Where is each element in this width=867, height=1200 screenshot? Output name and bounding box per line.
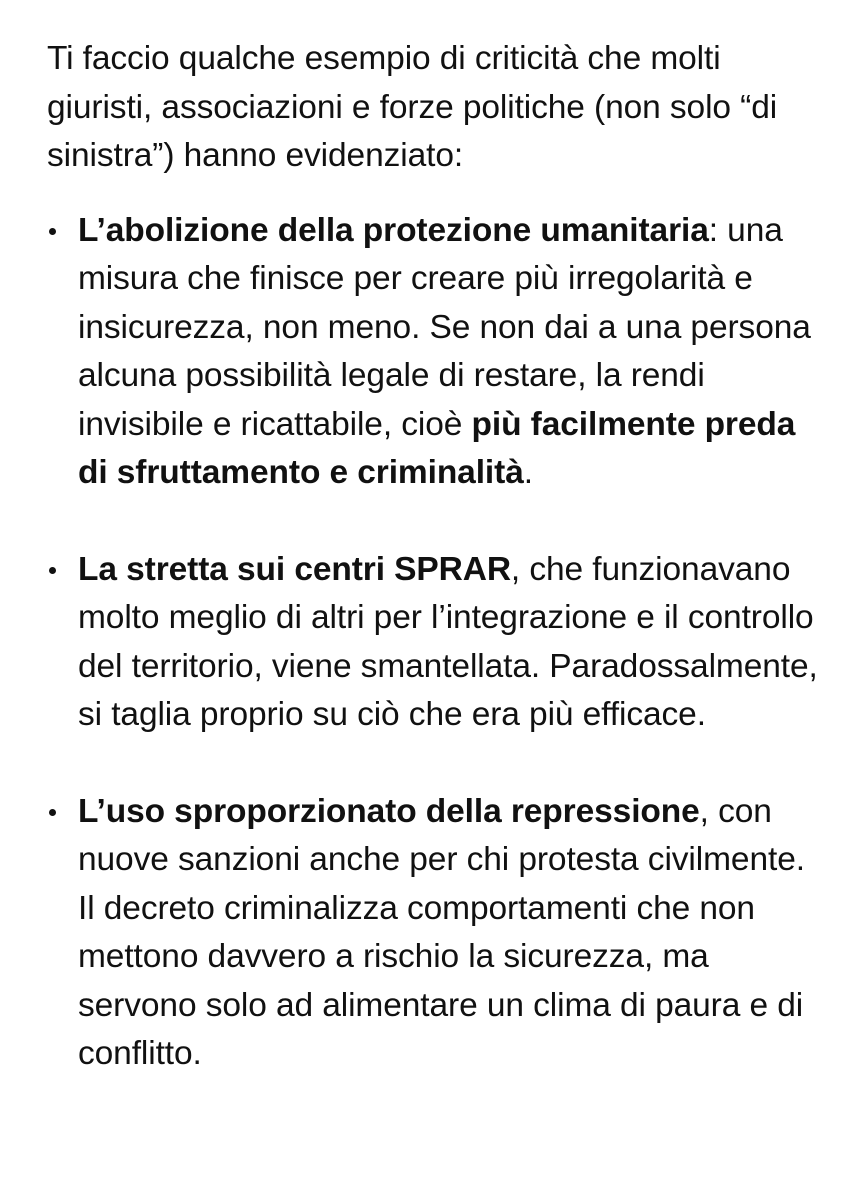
item-text: , con nuove sanzioni anche per chi protesta civilmente. Il decreto criminalizza comportamenti che non mettono davvero a rischio la sicurezza, ma servono solo ad alimentare un clima di paura e di conflitto. (78, 792, 805, 1072)
item-text-end: . (523, 454, 533, 491)
item-bold-lead: L’abolizione della protezione umanitaria (78, 211, 709, 249)
item-bold-lead: La stretta sui centri SPRAR (78, 550, 511, 588)
item-text: : una misura che finisce per creare più irregolarità e insicurezza, non meno. Se non dai a una persona alcuna possibilità legale di restare, la rendi invisibile e ricattabile, cioè (78, 211, 811, 443)
bullet-icon (49, 809, 56, 816)
item-bold-emphasis: più facilmente preda di sfruttamento e criminalità (78, 405, 796, 491)
criticism-list (47, 207, 827, 1079)
intro-paragraph: Ti faccio qualche esempio di criticità che molti giuristi, associazioni e forze politiche (non solo “di sinistra”) hanno evidenziato: (47, 40, 778, 174)
bullet-icon (49, 228, 56, 235)
list-item-sprar-centers (47, 546, 828, 740)
bullet-icon (49, 567, 56, 574)
list-item-repression (47, 788, 828, 1079)
list-item-humanitarian-protection (47, 207, 828, 498)
item-bold-lead: L’uso sproporzionato della repressione (78, 792, 700, 830)
item-text: , che funzionavano molto meglio di altri per l’integrazione e il controllo del territorio, viene smantellata. Paradossalmente, si taglia proprio su ciò che era più efficace. (78, 550, 818, 733)
